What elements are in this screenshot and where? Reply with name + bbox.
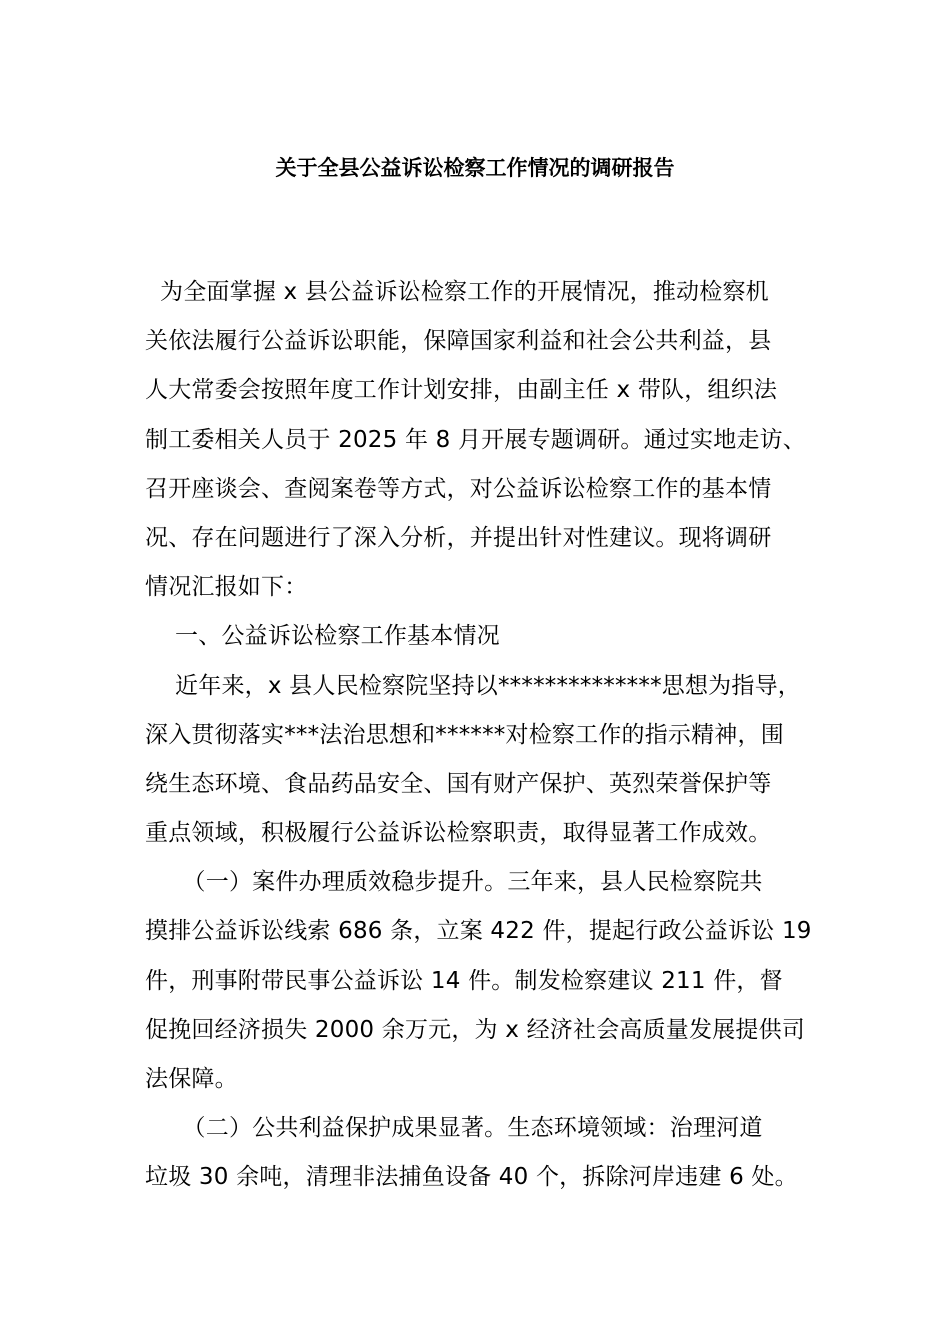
body-line: 召开座谈会、查阅案卷等方式，对公益诉讼检察工作的基本情 (145, 475, 772, 502)
body-line: 关依法履行公益诉讼职能，保障国家利益和社会公共利益，县 (145, 328, 772, 355)
body-line: 制工委相关人员于 2025 年 8 月开展专题调研。通过实地走访、 (145, 426, 807, 453)
document-body (145, 268, 813, 1203)
body-line: 件，刑事附带民事公益诉讼 14 件。制发检察建议 211 件，督 (145, 967, 783, 994)
document-title: 关于全县公益诉讼检察工作情况的调研报告 (275, 156, 675, 180)
body-line: 近年来，x 县人民检察院坚持以**************思想为指导， (145, 672, 801, 699)
body-line: 人大常委会按照年度工作计划安排，由副主任 x 带队，组织法 (145, 377, 778, 404)
body-line: 垃圾 30 余吨，清理非法捕鱼设备 40 个，拆除河岸违建 6 处。 (145, 1164, 798, 1191)
section-heading: 一、公益诉讼检察工作基本情况 (145, 623, 500, 650)
body-line: （二）公共利益保护成果显著。生态环境领域：治理河道 (145, 1115, 763, 1142)
body-line: 法保障。 (145, 1066, 238, 1092)
body-line: （一）案件办理质效稳步提升。三年来，县人民检察院共 (145, 869, 763, 896)
body-line: 绕生态环境、食品药品安全、国有财产保护、英烈荣誉保护等 (145, 770, 772, 797)
body-line: 重点领域，积极履行公益诉讼检察职责，取得显著工作成效。 (145, 820, 772, 847)
body-line: 情况汇报如下： (145, 574, 308, 601)
body-line: 况、存在问题进行了深入分析，并提出针对性建议。现将调研 (145, 524, 772, 551)
body-line: 促挽回经济损失 2000 余万元，为 x 经济社会高质量发展提供司 (145, 1016, 805, 1043)
body-line: 深入贯彻落实***法治思想和******对检察工作的指示精神，围 (145, 721, 784, 748)
body-line: 为全面掌握 x 县公益诉讼检察工作的开展情况，推动检察机 (145, 279, 769, 305)
body-line: 摸排公益诉讼线索 686 条，立案 422 件，提起行政公益诉讼 19 (145, 918, 812, 945)
